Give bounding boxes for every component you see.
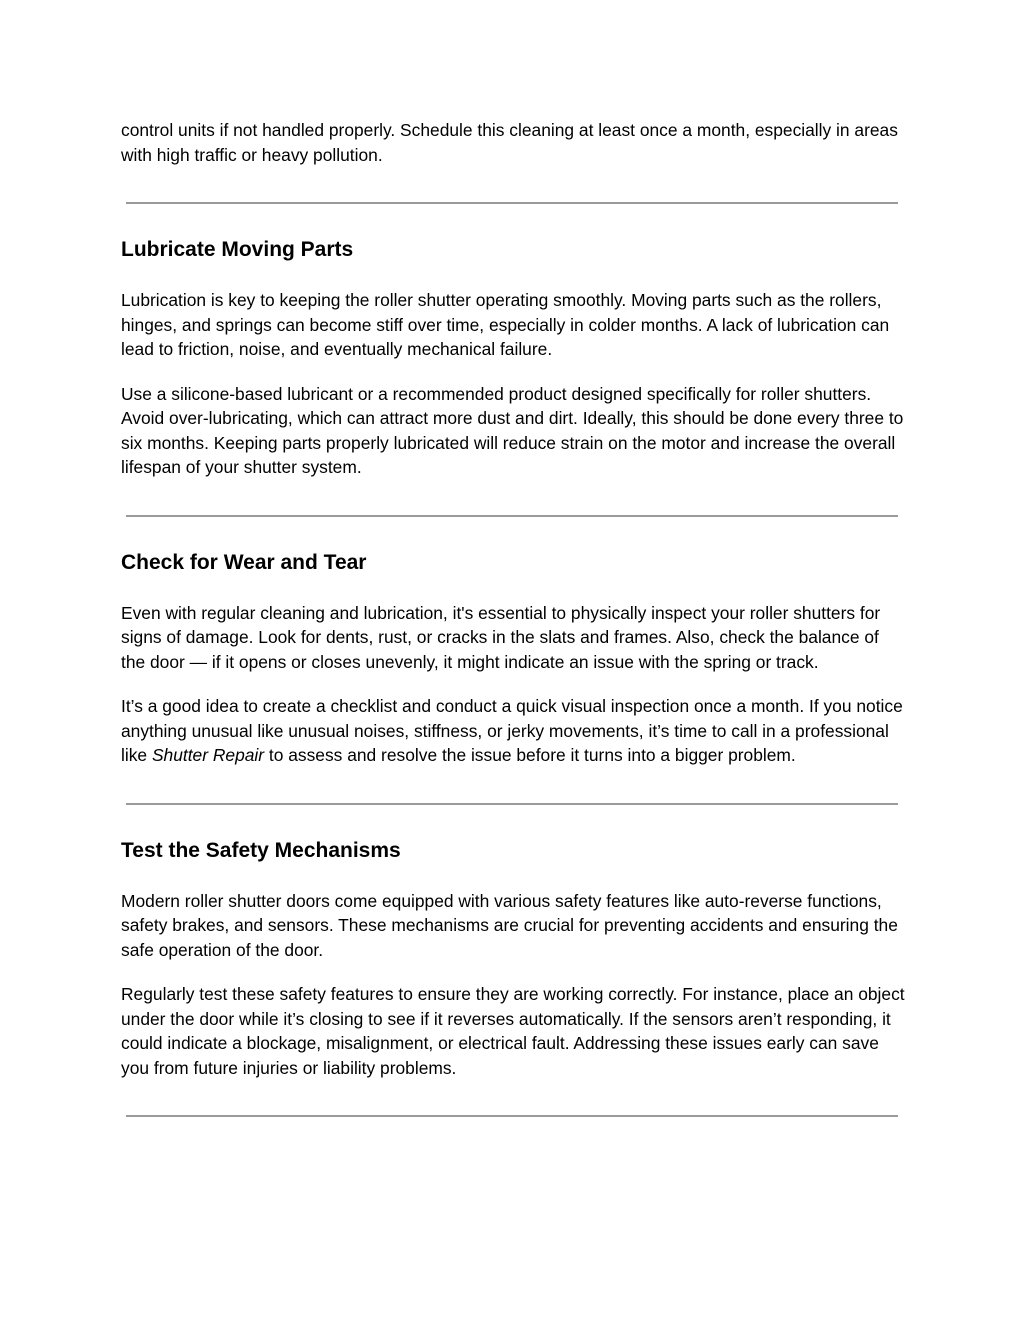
section-divider bbox=[126, 1115, 898, 1117]
section-paragraph: Use a silicone-based lubricant or a recommended product designed specifically for roller shutters. Avoid over-lubricating, which can attract more dust and dirt. Ideally, this should be done every three to six months. Keeping parts properly lubricated will reduce strain on the motor and increase the overall lifespan of your shutter system. bbox=[121, 383, 904, 477]
section-paragraph: Modern roller shutter doors come equipped with various safety features like auto-reverse functions, safety brakes, and sensors. These mechanisms are crucial for preventing accidents and ensuring the safe operation of the door. bbox=[121, 890, 898, 960]
section-heading: Test the Safety Mechanisms bbox=[121, 838, 401, 862]
section-lubricate-moving-parts bbox=[121, 236, 907, 480]
section-divider bbox=[126, 803, 898, 805]
intro-paragraph: control units if not handled properly. Schedule this cleaning at least once a month, especially in areas with high traffic or heavy pollution. bbox=[121, 120, 898, 165]
section-divider bbox=[126, 202, 898, 204]
paragraph-text: to assess and resolve the issue before it turns into a bigger problem. bbox=[264, 745, 796, 765]
section-paragraph: Lubrication is key to keeping the roller shutter operating smoothly. Moving parts such as the rollers, hinges, and springs can become stiff over time, especially in colder months. A lack of lubrication can lead to friction, noise, and eventually mechanical failure. bbox=[121, 290, 890, 359]
paragraph-text: It’s a good idea to create a checklist and conduct a quick visual inspection once a month. If you notice anything unusual like unusual noises, stiffness, or jerky movements, it’s time to call in a professional like bbox=[121, 696, 903, 765]
section-heading: Check for Wear and Tear bbox=[121, 550, 367, 574]
section-divider bbox=[126, 515, 898, 517]
emphasized-company-name: Shutter Repair bbox=[151, 745, 265, 765]
section-heading: Lubricate Moving Parts bbox=[121, 238, 354, 261]
section-paragraph: Regularly test these safety features to ensure they are working correctly. For instance, place an object under the door while it’s closing to see if it reverses automatically. If the sensors aren’t responding, it could indicate a blockage, misalignment, or electrical fault. Addressing these issues early can save you from future injuries or liability problems. bbox=[121, 984, 905, 1078]
section-paragraph: Even with regular cleaning and lubrication, it's essential to physically inspect your roller shutters for signs of damage. Look for dents, rust, or cracks in the slats and frames. Also, check the balance of the door — if it opens or closes unevenly, it might indicate an issue with the spring or track. bbox=[121, 602, 881, 672]
document-page bbox=[121, 118, 907, 1117]
section-check-wear-and-tear bbox=[121, 549, 907, 768]
section-paragraph-with-emphasis bbox=[121, 694, 907, 768]
section-test-safety-mechanisms bbox=[121, 837, 907, 1081]
